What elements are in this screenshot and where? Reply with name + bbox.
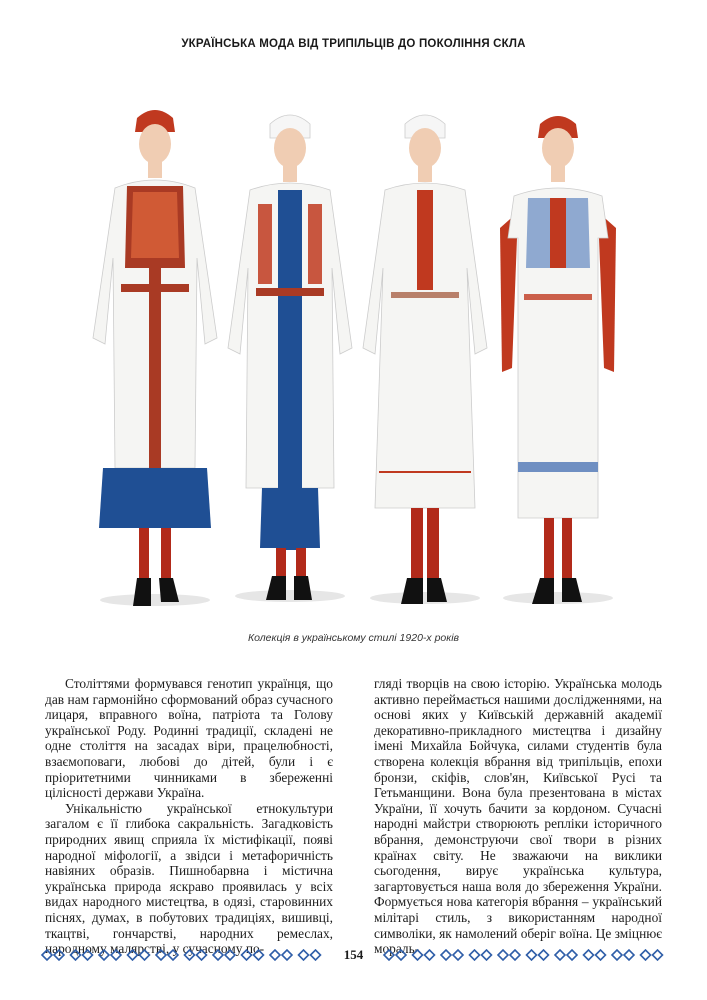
model-figure-1 (93, 110, 217, 606)
paragraph: гляді творців на свою історію. Українська молодь активно переймається нашими дослідженнями, на основі яких у Київській державній академії декоративно-прикладного мистецтва і дизайну імені Михайла Бойчука, силами студентів була створена колекція вбрання від трипільців, епохи бронзи, скіфів, слов'ян, Київської Русі та Гетьманщини. Вона була презентована в містах України, її хочуть бачити за кордоном. Сучасні народні майстри створюють репліки історичного вбрання, демонструючи свої твори в різних країнах світу. Не зважаючи на виклики сьогодення, вирує українська культура, загартовується наша воля до збереження України. Формується нова категорія вбрання – український мілітарі стиль, з використанням народної символіки, як намолений оберіг воїна. Це зміцнює мораль- (374, 676, 663, 957)
ornament-motif (42, 950, 64, 960)
model-figure-2 (228, 115, 352, 602)
page-number: 154 (343, 947, 364, 962)
ornament-motif (527, 950, 549, 960)
ornament-motif (641, 950, 663, 960)
text-column-right (374, 676, 662, 957)
running-header: УКРАЇНСЬКА МОДА ВІД ТРИПІЛЬЦІВ ДО ПОКОЛІННЯ СКЛА (181, 38, 526, 50)
ornament-motif (242, 950, 264, 960)
ornament-motif (612, 950, 634, 960)
ornament-motif (384, 950, 406, 960)
costume-illustration (80, 108, 640, 628)
ornament-border-right (382, 949, 667, 961)
ornament-motif (584, 950, 606, 960)
paragraph: Століттями формувався генотип українця, що дав нам гармонійно сформований образ сучасного лицаря, вправного воїна, патріота та Голову української Роду. Родинні традиції, складені не одне століття на засадах віри, працелюбності, взаємоповаги, любові до дітей, були і є пріоритетними чинниками в збереженні цілісності держави Україна. (45, 676, 333, 801)
ornament-motif (270, 950, 292, 960)
ornament-border-left (40, 949, 325, 961)
model-figure-4 (500, 116, 616, 604)
ornament-motif (213, 950, 235, 960)
page-footer (40, 944, 667, 966)
ornament-motif (498, 950, 520, 960)
ornament-motif (299, 950, 321, 960)
ornament-motif (413, 950, 435, 960)
ornament-motif (470, 950, 492, 960)
ornament-motif (156, 950, 178, 960)
ornament-motif (555, 950, 577, 960)
model-figure-3 (363, 115, 487, 604)
ornament-motif (99, 950, 121, 960)
ornament-motif (441, 950, 463, 960)
ornament-motif (185, 950, 207, 960)
ornament-motif (71, 950, 93, 960)
ornament-motif (128, 950, 150, 960)
figure-caption: Колекція в українському стилі 1920-х років (247, 632, 460, 644)
paragraph: Унікальністю української етнокультури загалом є її глибока сакральність. Загадковість природних явищ сприяла їх містифікації, появі народної міфології, а звідси і метафоричність навіяних образів. Пишнобарвна і містична українська природа яскраво проявилась у всіх видах народного мистецтва, в одязі, старовинних піснях, думах, в побутових традиціях, вишивці, ткацтві, гончарстві, народних ремеслах, народному малярстві, у сучасному по- (45, 800, 333, 957)
text-column-left (45, 676, 333, 957)
